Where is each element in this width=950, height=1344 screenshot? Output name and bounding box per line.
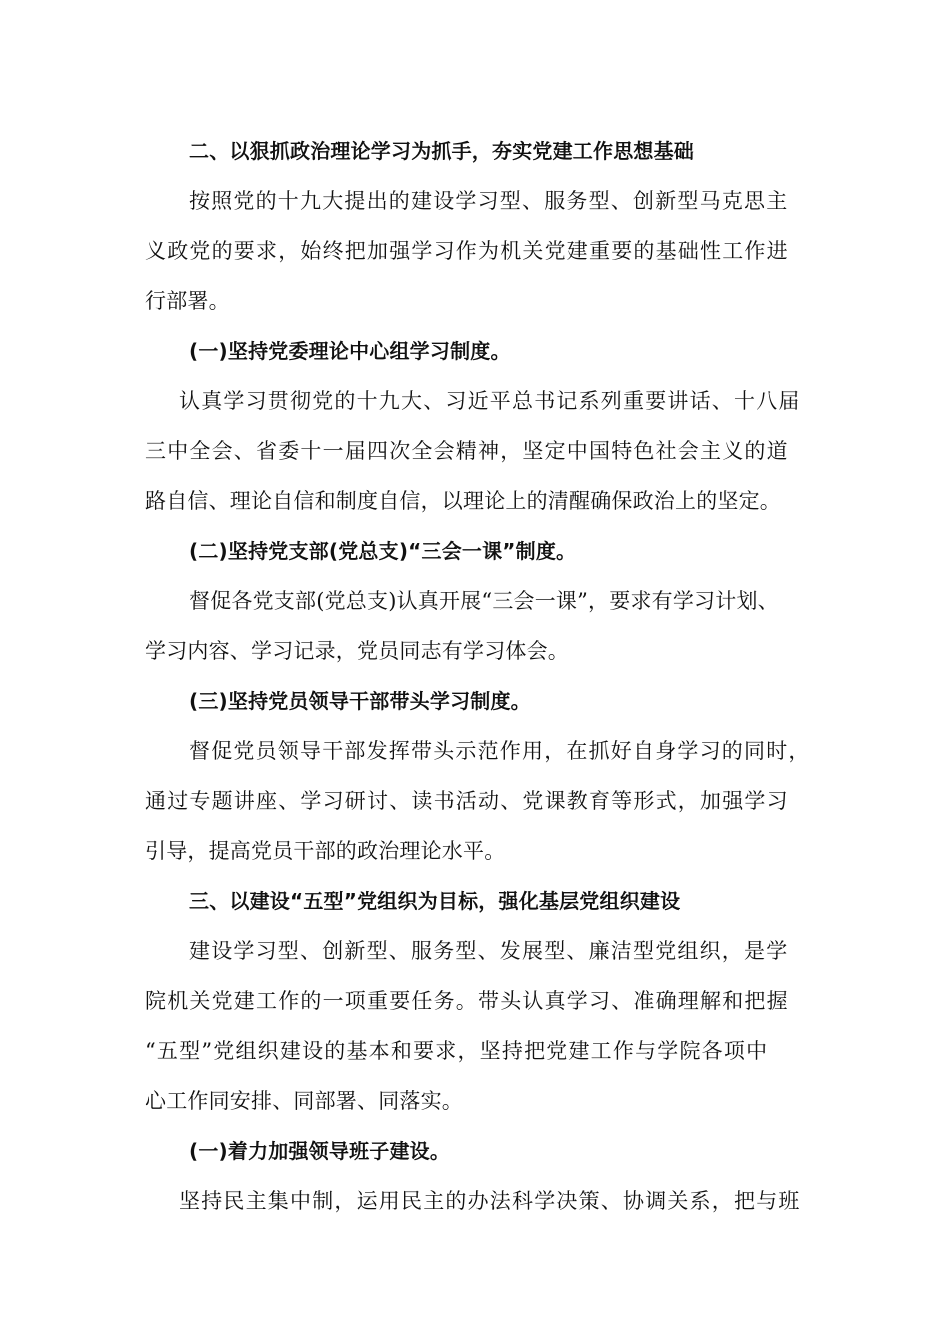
paragraph-line: 学习内容、学习记录，党员同志有学习体会。 [145, 639, 569, 663]
subsection-heading: (一)坚持党委理论中心组学习制度。 [189, 339, 511, 363]
paragraph-line: 督促各党支部(党总支)认真开展“三会一课”，要求有学习计划、 [189, 589, 779, 613]
paragraph-line: 按照党的十九大提出的建设学习型、服务型、创新型马克思主 [189, 189, 789, 213]
paragraph-line: 行部署。 [145, 289, 230, 313]
paragraph-line: 坚持民主集中制，运用民主的办法科学决策、协调关系，把与班 [179, 1189, 801, 1213]
paragraph-line: 义政党的要求，始终把加强学习作为机关党建重要的基础性工作进 [145, 239, 789, 263]
subsection-heading: (二)坚持党支部(党总支)“三会一课”制度。 [189, 539, 577, 563]
paragraph-line: 督促党员领导干部发挥带头示范作用，在抓好自身学习的同时， [189, 739, 811, 763]
section-heading: 二、以狠抓政治理论学习为抓手，夯实党建工作思想基础 [189, 139, 694, 163]
document-body [145, 126, 817, 1226]
paragraph-line: 认真学习贯彻党的十九大、习近平总书记系列重要讲话、十八届 [179, 389, 801, 413]
paragraph-line: “五型”党组织建设的基本和要求，坚持把党建工作与学院各项中 [145, 1039, 769, 1063]
paragraph-line: 建设学习型、创新型、服务型、发展型、廉洁型党组织，是学 [189, 939, 789, 963]
paragraph-line: 引导，提高党员干部的政治理论水平。 [145, 839, 506, 863]
paragraph-line: 通过专题讲座、学习研讨、读书活动、党课教育等形式，加强学习 [145, 789, 789, 813]
paragraph-line: 心工作同安排、同部署、同落实。 [145, 1089, 463, 1113]
paragraph-line: 院机关党建工作的一项重要任务。带头认真学习、准确理解和把握 [145, 989, 789, 1013]
subsection-heading: (一)着力加强领导班子建设。 [189, 1139, 451, 1163]
subsection-heading: (三)坚持党员领导干部带头学习制度。 [189, 689, 531, 713]
section-heading: 三、以建设“五型”党组织为目标，强化基层党组织建设 [189, 889, 681, 913]
paragraph-line: 三中全会、省委十一届四次全会精神，坚定中国特色社会主义的道 [145, 439, 789, 463]
paragraph-line: 路自信、理论自信和制度自信，以理论上的清醒确保政治上的坚定。 [145, 489, 781, 513]
